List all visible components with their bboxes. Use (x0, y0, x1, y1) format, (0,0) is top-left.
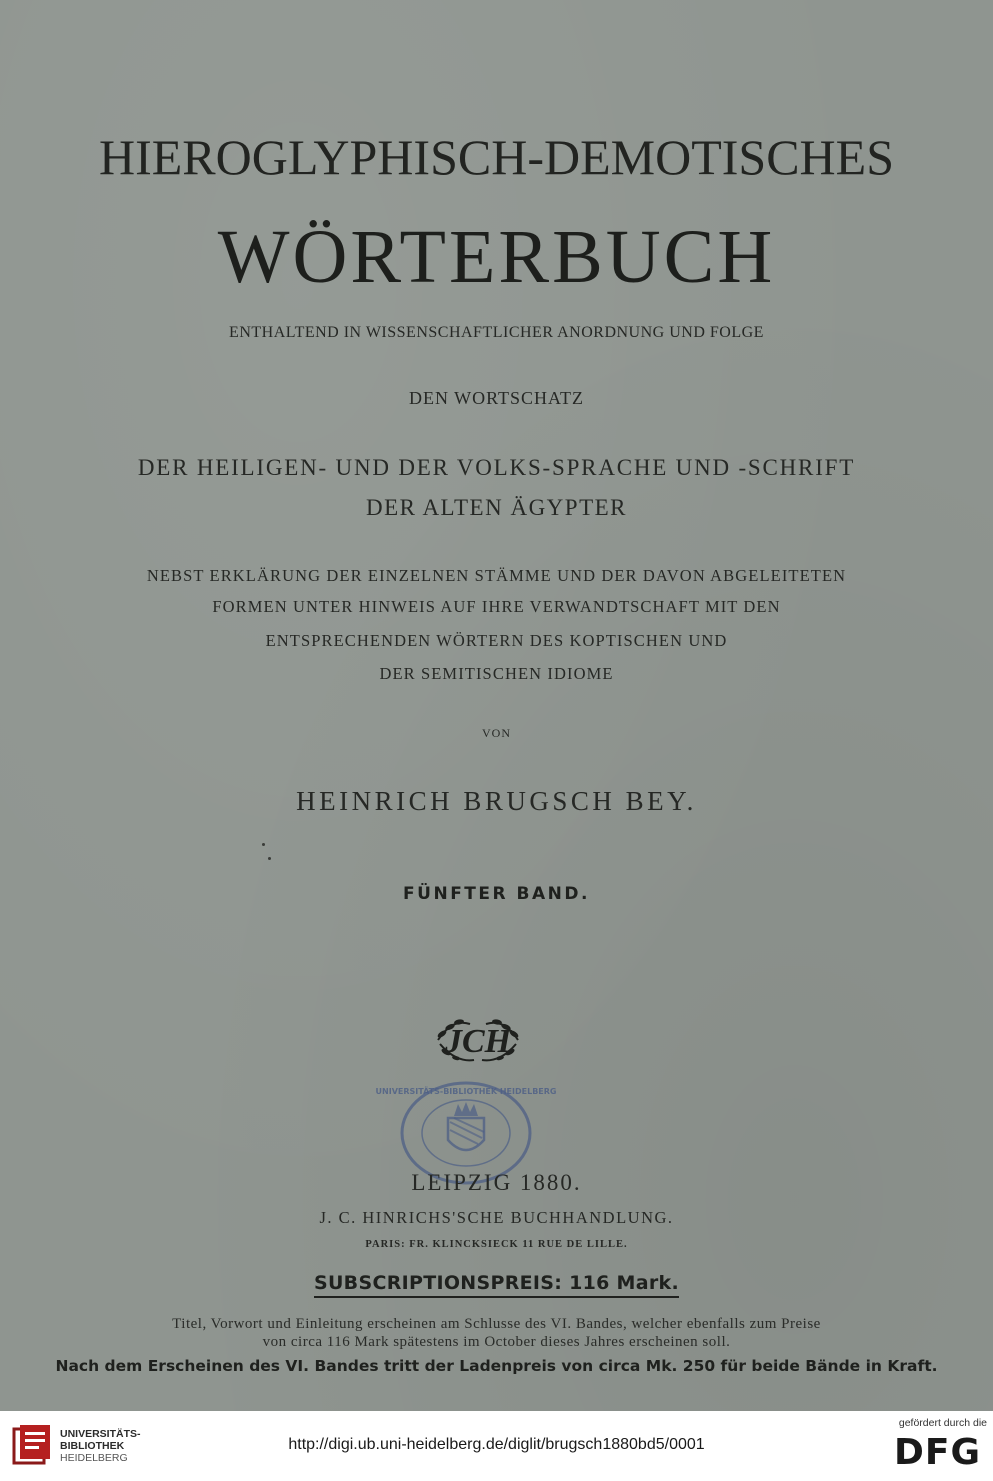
emblem-monogram: JCH (444, 1023, 512, 1060)
subscription-price-text: SUBSCRIPTIONSPREIS: 116 Mark. (314, 1272, 679, 1298)
place-year: LEIPZIG 1880. (411, 1170, 582, 1195)
funded-by-label: gefördert durch die (898, 1417, 987, 1429)
note-line: Titel, Vorwort und Einleitung erscheinen am Schlusse des VI. Bandes, welcher ebenfalls zum Preise (172, 1316, 821, 1332)
description-line: NEBST ERKLÄRUNG DER EINZELNEN STÄMME UND DER DAVON ABGELEITETEN (146, 566, 847, 585)
title-line-2: WÖRTERBUCH (217, 215, 776, 299)
digitization-footer (0, 1411, 993, 1481)
subtitle-heiligen: DER HEILIGEN- UND DER VOLKS-SPRACHE UND -SCHRIFT (137, 455, 856, 480)
library-name-line: BIBLIOTHEK (60, 1440, 125, 1452)
speck-dot (262, 843, 265, 846)
speck-dot (268, 857, 271, 860)
note-line: von circa 116 Mark spätestens im October dieses Jahres erscheinen soll. (262, 1334, 731, 1350)
subtitle-enthaltend: ENTHALTEND IN WISSENSCHAFTLICHER ANORDNUNG UND FOLGE (229, 324, 764, 341)
final-note: Nach dem Erscheinen des VI. Bandes tritt der Ladenpreis von circa Mk. 250 für beide Bände in Kraft. (55, 1357, 938, 1375)
subtitle-agypter: DER ALTEN ÄGYPTER (365, 495, 628, 520)
stamp-text: UNIVERSITÄTS-BIBLIOTHEK HEIDELBERG (375, 1087, 557, 1096)
dfg-logo[interactable]: DFG (893, 1432, 981, 1473)
author-name: HEINRICH BRUGSCH BEY. (296, 786, 697, 816)
title-line-1: HIEROGLYPHISCH-DEMOTISCHES (98, 129, 895, 185)
subtitle-wortschatz: DEN WORTSCHATZ (408, 388, 585, 408)
publisher-monogram-emblem (428, 1000, 528, 1075)
paris-address: PARIS: FR. KLINCKSIECK 11 RUE DE LILLE. (365, 1239, 628, 1250)
description-line: ENTSPRECHENDEN WÖRTERN DES KOPTISCHEN UND (265, 631, 728, 650)
library-name-line: UNIVERSITÄTS- (60, 1428, 141, 1440)
volume-label: FÜNFTER BAND. (403, 884, 590, 904)
permalink-url[interactable]: http://digi.ub.uni-heidelberg.de/diglit/brugsch1880bd5/0001 (288, 1436, 705, 1453)
description-line: FORMEN UNTER HINWEIS AUF IHRE VERWANDTSCHAFT MIT DEN (212, 597, 781, 616)
library-name-line: HEIDELBERG (60, 1452, 128, 1464)
by-label: VON (482, 726, 511, 740)
subscription-price (0, 1272, 993, 1298)
publisher-name: J. C. HINRICHS'SCHE BUCHHANDLUNG. (319, 1208, 674, 1227)
description-line: DER SEMITISCHEN IDIOME (379, 664, 614, 683)
